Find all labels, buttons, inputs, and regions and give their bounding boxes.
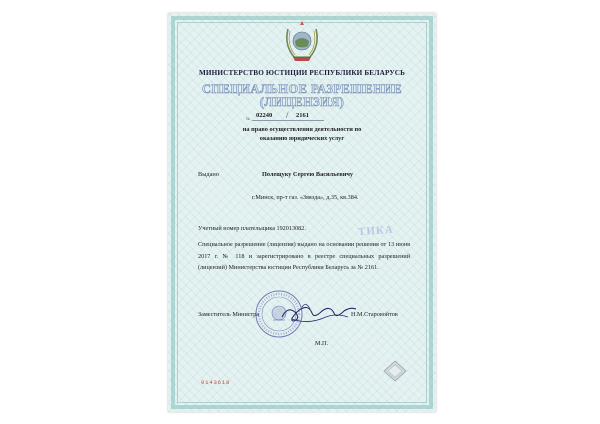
ministry-microtext: · · · · · · · · · · · · · · · · · · · · · · · · · · · · ·	[272, 78, 332, 82]
license-number-part-2: 2161	[296, 112, 309, 119]
signatory-name: Н.М.Старовойтов	[351, 311, 398, 318]
title-line-2: (ЛИЦЕНЗИЯ)	[259, 95, 345, 109]
license-scope	[208, 126, 396, 143]
stamp-place-label: М.П.	[315, 340, 329, 347]
issued-label: Выдано	[198, 171, 219, 178]
scope-line-2: оказанию юридических услуг	[259, 134, 345, 142]
number-underline	[252, 120, 324, 121]
title-line-1: СПЕЦИАЛЬНОЕ РАЗРЕШЕНИЕ	[201, 82, 403, 96]
scope-line-1: на право осуществления деятельности по	[242, 126, 362, 133]
document-title	[168, 83, 436, 109]
decision-paragraph: Специальное разрешение (лицензия) выдано на основании решения от 13 июня 2017 г. № 118 и зарегистрировано в реестре специальных разрешений (лицензий) Министерства юстиции Республики Беларусь за № 2161.	[198, 241, 410, 271]
belarus-state-emblem-icon	[282, 19, 322, 65]
serial-number: 0143618	[201, 379, 231, 386]
number-separator: /	[286, 110, 289, 120]
signatory-position: Заместитель Министра	[198, 311, 260, 318]
license-number-part-1: 02240	[256, 112, 273, 119]
license-holder: Полещуку Сергею Васильевичу	[262, 171, 354, 178]
watermark: ТИКА	[357, 223, 395, 239]
taxpayer-number: Учетный номер плательщика 192013082.	[198, 225, 306, 232]
hologram-sticker-icon	[383, 360, 407, 382]
number-label: №	[246, 116, 250, 121]
ministry-name: МИНИСТЕРСТВО ЮСТИЦИИ РЕСПУБЛИКИ БЕЛАРУСЬ	[199, 69, 405, 77]
license-document	[168, 13, 436, 412]
holder-address: г.Минск, пр-т газ. «Звязда», д.35, кв.384.	[252, 194, 359, 201]
handwritten-signature	[278, 299, 358, 329]
